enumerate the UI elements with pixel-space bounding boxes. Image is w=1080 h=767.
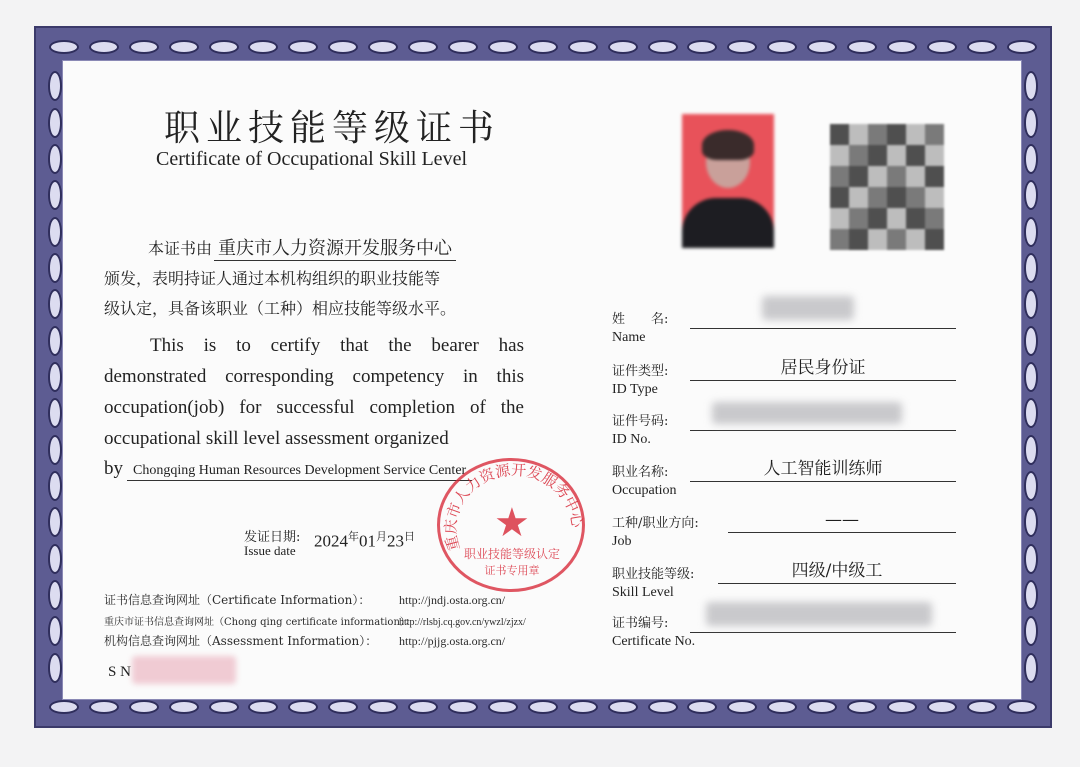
issue-day: 23	[387, 531, 404, 551]
field-skill-level-value: 四级/中级工	[718, 559, 956, 584]
seal-star-icon: ★	[494, 500, 530, 546]
name-redacted	[762, 296, 854, 320]
cn-line-1	[148, 234, 456, 261]
en-body: This is to certify that the bearer has demonstrated corresponding competency in this occupation(job) for successful completion of the occupational skill level assessment organized	[104, 335, 524, 449]
title-en: Certificate of Occupational Skill Level	[156, 148, 467, 170]
field-cert-no-label-cn: 证书编号:	[612, 616, 669, 631]
field-job-value: ——	[728, 508, 956, 533]
info-url[interactable]: http://jndj.osta.org.cn/	[399, 593, 506, 607]
info-label: 重庆市证书信息查询网址（Chong qing certificate information）：	[104, 617, 415, 628]
seal-arc-label: 重庆市人力资源开发服务中心	[441, 461, 587, 553]
qr-code-icon	[830, 124, 944, 250]
seal-line-1: 职业技能等级认定	[463, 547, 560, 561]
issue-month-unit: 月	[376, 531, 387, 543]
serial-number-redacted	[132, 656, 236, 684]
issue-date-label-en: Issue date	[244, 543, 296, 558]
info-link-chongqing	[104, 613, 526, 628]
cert-no-redacted	[706, 602, 932, 626]
info-label: 证书信息查询网址（Certificate Information）：	[104, 593, 371, 607]
field-skill-level-label-cn: 职业技能等级:	[612, 567, 695, 582]
issue-date-value	[314, 528, 415, 552]
cn-line-3: 级认定，具备该职业（工种）相应技能等级水平。	[104, 299, 457, 318]
field-cert-no-label-en: Certificate No.	[612, 634, 696, 649]
field-name-label-en: Name	[612, 330, 646, 345]
field-id-no-label-cn: 证件号码:	[612, 414, 669, 429]
info-url[interactable]: http://rlsbj.cq.gov.cn/ywzl/zjzx/	[399, 617, 526, 628]
field-skill-level-label-en: Skill Level	[612, 585, 674, 600]
field-id-type-label-cn: 证件类型:	[612, 364, 669, 379]
holder-photo	[682, 114, 774, 248]
issue-year: 2024	[314, 531, 348, 551]
issue-year-unit: 年	[348, 531, 359, 543]
field-occupation-label-cn: 职业名称:	[612, 465, 669, 480]
title-cn: 职业技能等级证书	[164, 108, 501, 149]
info-link-assessment	[104, 632, 505, 649]
official-seal	[437, 458, 585, 592]
field-occupation-value: 人工智能训练师	[690, 457, 956, 482]
field-job-label-cn: 工种/职业方向:	[612, 516, 699, 531]
field-job-label-en: Job	[612, 534, 632, 549]
info-url[interactable]: http://pjjg.osta.org.cn/	[399, 634, 506, 648]
cn-line-2: 颁发，表明持证人通过本机构组织的职业技能等	[104, 269, 441, 288]
frame-top-band	[36, 34, 1050, 60]
field-id-no-label-en: ID No.	[612, 432, 651, 447]
issuer-en: Chongqing Human Resources Development Service Center	[127, 463, 472, 481]
cn-intro-prefix: 本证书由	[148, 239, 213, 258]
serial-number-label: S N	[108, 664, 131, 680]
field-occupation-label-en: Occupation	[612, 483, 677, 498]
field-id-type-value: 居民身份证	[690, 356, 956, 381]
seal-line-2: 证书专用章	[484, 564, 540, 577]
issue-date-label-cn: 发证日期:	[244, 530, 301, 545]
field-name-label-cn: 姓 名:	[612, 312, 669, 327]
info-label: 机构信息查询网址（Assessment Information）：	[104, 634, 378, 648]
id-no-redacted	[712, 402, 902, 424]
en-issuer-line	[104, 458, 472, 481]
issue-month: 01	[359, 531, 376, 551]
issuer-cn: 重庆市人力资源开发服务中心	[214, 234, 456, 261]
issue-day-unit: 日	[404, 531, 415, 543]
en-by: by	[104, 458, 123, 479]
field-id-type-label-en: ID Type	[612, 382, 658, 397]
